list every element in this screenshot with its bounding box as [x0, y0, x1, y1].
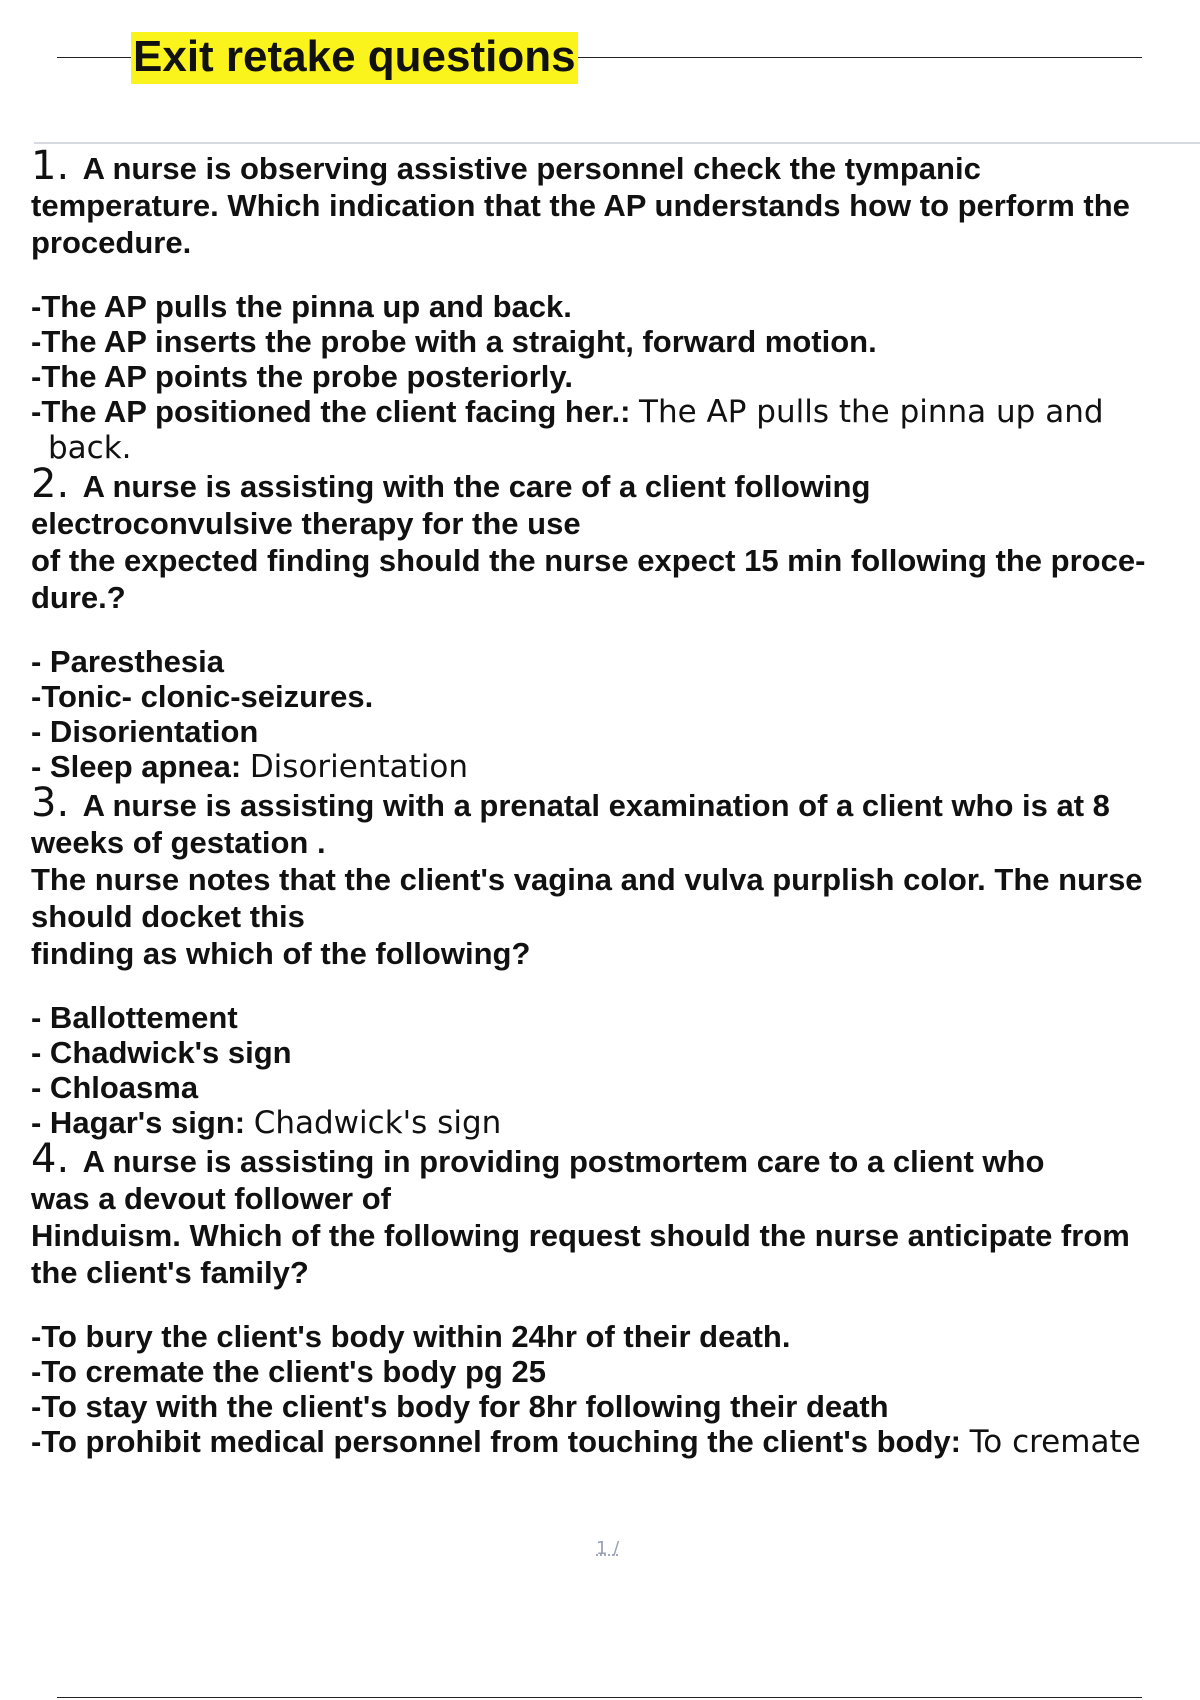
- page-title: Exit retake questions: [131, 32, 578, 84]
- option-with-answer: [31, 749, 1191, 785]
- footer-rule: [57, 1697, 1142, 1698]
- option: -The AP pulls the pinna up and back.: [31, 289, 572, 324]
- question-1: [31, 143, 1191, 466]
- question-text: [31, 143, 1191, 261]
- question-number: 2.: [31, 461, 70, 507]
- question-text: [31, 780, 1191, 972]
- answer: Disorientation: [249, 749, 469, 785]
- question-line: A nurse is observing assistive personnel check the tympanic: [82, 151, 981, 186]
- option: - Paresthesia: [31, 644, 224, 679]
- page-number: 1 /: [596, 1538, 620, 1559]
- question-line: dure.?: [31, 580, 126, 615]
- question-number: 1.: [31, 143, 70, 189]
- answer: To cremate: [969, 1424, 1141, 1460]
- options-list: [31, 289, 1191, 466]
- question-line: A nurse is assisting with a prenatal examination of a client who is at 8: [82, 788, 1110, 823]
- question-line: A nurse is assisting with the care of a client following: [82, 469, 871, 504]
- question-line: finding as which of the following?: [31, 936, 531, 971]
- option: - Sleep apnea:: [31, 749, 242, 784]
- question-line: the client's family?: [31, 1255, 309, 1290]
- option: -Tonic- clonic-seizures.: [31, 679, 374, 714]
- question-line: Hinduism. Which of the following request should the nurse anticipate from: [31, 1218, 1130, 1253]
- option: -The AP inserts the probe with a straight, forward motion.: [31, 324, 877, 359]
- question-line: procedure.: [31, 225, 192, 260]
- answer: The AP pulls the pinna up and back.: [48, 394, 1104, 466]
- question-line: was a devout follower of: [31, 1181, 391, 1216]
- question-line: of the expected finding should the nurse expect 15 min following the proce-: [31, 543, 1146, 578]
- question-text: [31, 461, 1191, 616]
- header-divider: [34, 142, 1200, 144]
- options-list: [31, 1000, 1191, 1141]
- option-with-answer: [31, 1424, 1191, 1460]
- question-number: 3.: [31, 780, 70, 826]
- question-line: temperature. Which indication that the AP understands how to perform the: [31, 188, 1130, 223]
- question-line: The nurse notes that the client's vagina and vulva purplish color. The nurse: [31, 862, 1143, 897]
- option-with-answer: [31, 1105, 1191, 1141]
- option: -To cremate the client's body pg 25: [31, 1354, 546, 1389]
- option: - Chadwick's sign: [31, 1035, 292, 1070]
- question-number: 4.: [31, 1136, 70, 1182]
- question-list: [31, 143, 1191, 1460]
- question-line: A nurse is assisting in providing postmortem care to a client who: [82, 1144, 1045, 1179]
- option: -To prohibit medical personnel from touching the client's body:: [31, 1424, 961, 1459]
- question-4: [31, 1136, 1191, 1460]
- question-line: weeks of gestation .: [31, 825, 326, 860]
- question-3: [31, 780, 1191, 1141]
- question-line: should docket this: [31, 899, 305, 934]
- options-list: [31, 1319, 1191, 1460]
- question-text: [31, 1136, 1191, 1291]
- question-line: electroconvulsive therapy for the use: [31, 506, 581, 541]
- option: - Disorientation: [31, 714, 259, 749]
- question-2: [31, 461, 1191, 785]
- option: - Chloasma: [31, 1070, 199, 1105]
- option: -To bury the client's body within 24hr of their death.: [31, 1319, 791, 1354]
- options-list: [31, 644, 1191, 785]
- option-with-answer: [31, 394, 1191, 466]
- option: - Hagar's sign:: [31, 1105, 246, 1140]
- option: - Ballottement: [31, 1000, 238, 1035]
- option: -The AP points the probe posteriorly.: [31, 359, 573, 394]
- answer: Chadwick's sign: [253, 1105, 502, 1141]
- option: -To stay with the client's body for 8hr following their death: [31, 1389, 889, 1424]
- option: -The AP positioned the client facing her.:: [31, 394, 631, 429]
